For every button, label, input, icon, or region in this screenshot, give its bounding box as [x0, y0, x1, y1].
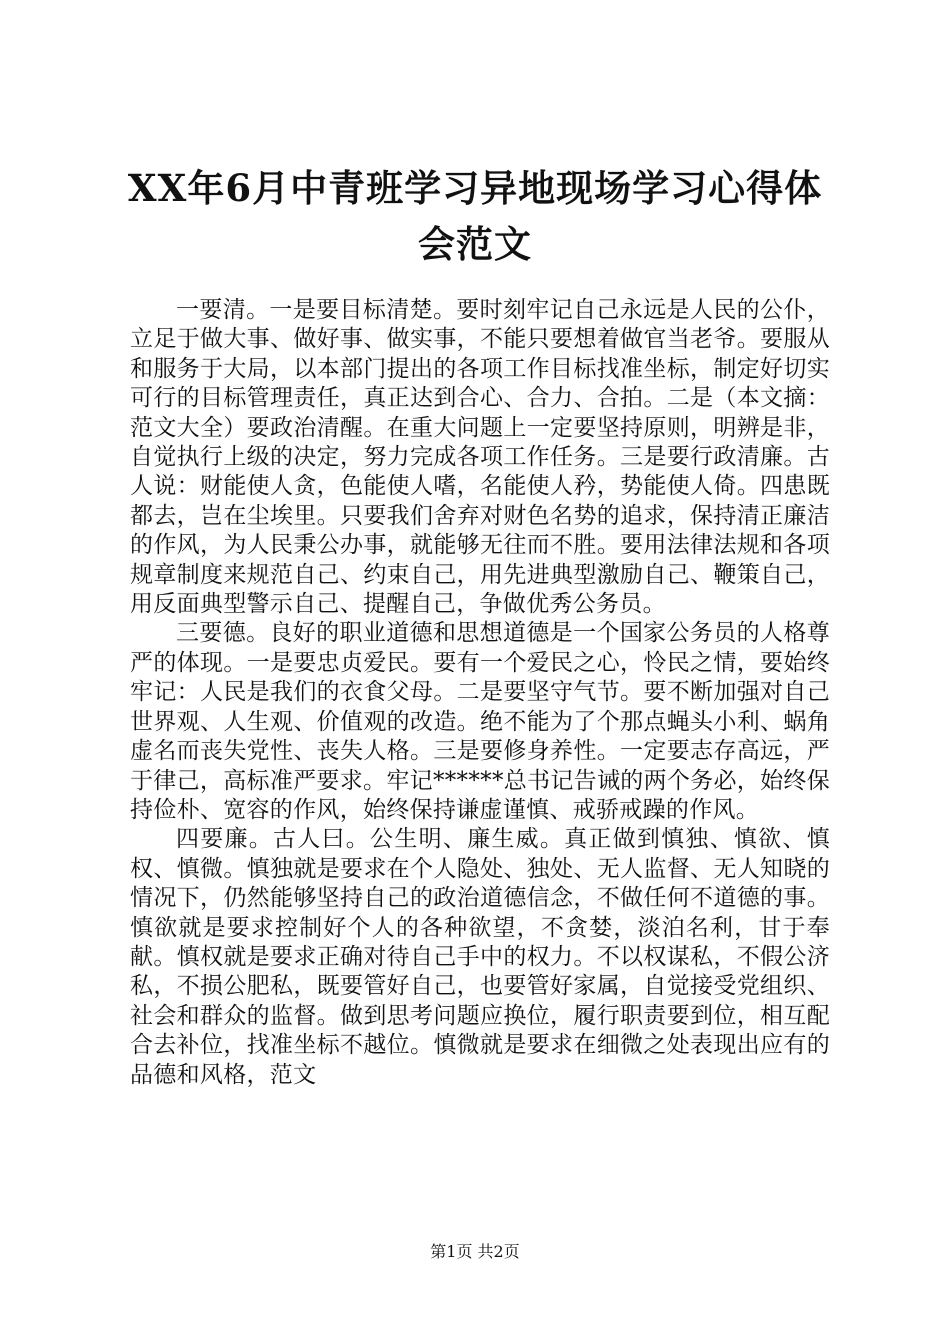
page-number-footer: 第1页 共2页: [430, 1242, 520, 1261]
document-title: XX年6月中青班学习异地现场学习心得体会范文: [127, 166, 823, 266]
paragraph-3: 四要廉。古人曰。公生明、廉生威。真正做到慎独、慎欲、慎权、慎微。慎独就是要求在个人隐处、独处、无人监督、无人知晓的情况下，仍然能够坚持自己的政治道德信念，不做任何不道德的事。慎欲就是要求控制好个人的各种欲望，不贪婪，淡泊名利，甘于奉献。慎权就是要求正确对待自己手中的权力。不以权谋私，不假公济私，不损公肥私，既要管好自己，也要管好家属，自觉接受党组织、社会和群众的监督。做到思考问题应换位，履行职责要到位，相互配合去补位，找准坐标不越位。慎微就是要求在细微之处表现出应有的品德和风格，范文: [130, 826, 830, 1088]
document-body: [130, 296, 830, 1090]
paragraph-1: 一要清。一是要目标清楚。要时刻牢记自己永远是人民的公仆，立足于做大事、做好事、做实事，不能只要想着做官当老爷。要服从和服务于大局，以本部门提出的各项工作目标找准坐标，制定好切实可行的目标管理责任，真正达到合心、合力、合拍。二是（本文摘：范文大全）要政治清醒。在重大问题上一定要坚持原则，明辨是非，自觉执行上级的决定，努力完成各项工作任务。三是要行政清廉。古人说：财能使人贪，色能使人嗜，名能使人矜，势能使人倚。四患既都去，岂在尘埃里。只要我们舍弃对财色名势的追求，保持清正廉洁的作风，为人民秉公办事，就能够无往而不胜。要用法律法规和各项规章制度来规范自己、约束自己，用先进典型激励自己、鞭策自己，用反面典型警示自己、提醒自己，争做优秀公务员。: [130, 297, 830, 618]
paragraph-2: 三要德。良好的职业道德和思想道德是一个国家公务员的人格尊严的体现。一是要忠贞爱民。要有一个爱民之心，怜民之情，要始终牢记：人民是我们的衣食父母。二是要坚守气节。要不断加强对自己世界观、人生观、价值观的改造。绝不能为了个那点蝇头小利、蜗角虚名而丧失党性、丧失人格。三是要修身养性。一定要志存高远，严于律己，高标准严要求。牢记******总书记告诫的两个务必，始终保持俭朴、宽容的作风，始终保持谦虚谨慎、戒骄戒躁的作风。: [130, 620, 830, 823]
